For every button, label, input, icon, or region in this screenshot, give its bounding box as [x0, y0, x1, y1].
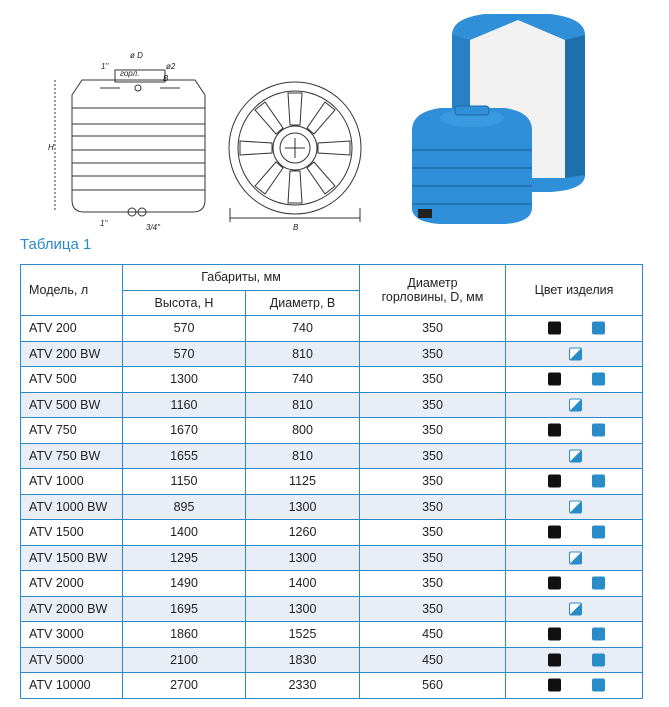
table-row: [21, 443, 643, 469]
color-cell: [506, 316, 643, 342]
drawings-area: [0, 0, 669, 235]
blue-white-swatch: [569, 398, 582, 411]
header-model: Модель, л: [21, 265, 123, 316]
front-view-drawing: [55, 70, 205, 216]
diameter-cell: 1260: [246, 520, 360, 546]
neck-cell: 450: [360, 647, 506, 673]
front-three-quarter-label: 3/4": [146, 223, 160, 232]
blue-swatch: [592, 475, 605, 488]
color-cell: [506, 469, 643, 495]
diameter-cell: 810: [246, 443, 360, 469]
color-cell: [506, 596, 643, 622]
diameter-cell: 1400: [246, 571, 360, 597]
table-row: [21, 596, 643, 622]
color-cell: [506, 443, 643, 469]
blue-swatch: [592, 653, 605, 666]
blue-swatch: [592, 526, 605, 539]
model-cell: ATV 500 BW: [21, 392, 123, 418]
diameter-cell: 740: [246, 316, 360, 342]
color-cell: [506, 571, 643, 597]
blue-white-swatch: [569, 602, 582, 615]
neck-cell: 350: [360, 571, 506, 597]
neck-cell: 350: [360, 418, 506, 444]
front-b-label: B: [163, 74, 169, 83]
table-row: [21, 392, 643, 418]
model-cell: ATV 1500 BW: [21, 545, 123, 571]
front-d-label: ø D: [130, 51, 143, 60]
height-cell: 895: [123, 494, 246, 520]
table-row: [21, 673, 643, 699]
table-row: [21, 469, 643, 495]
color-cell: [506, 392, 643, 418]
blue-swatch: [592, 628, 605, 641]
front-gorl-label: горл.: [120, 69, 140, 78]
diameter-cell: 1125: [246, 469, 360, 495]
height-cell: 570: [123, 316, 246, 342]
height-cell: 1400: [123, 520, 246, 546]
diameter-cell: 800: [246, 418, 360, 444]
height-cell: 2700: [123, 673, 246, 699]
color-cell: [506, 367, 643, 393]
front-h-label: H: [48, 143, 54, 152]
table-row: [21, 545, 643, 571]
blue-swatch: [592, 424, 605, 437]
model-cell: ATV 200: [21, 316, 123, 342]
color-cell: [506, 418, 643, 444]
blue-swatch: [592, 577, 605, 590]
model-cell: ATV 3000: [21, 622, 123, 648]
color-cell: [506, 673, 643, 699]
neck-cell: 350: [360, 392, 506, 418]
specs-table: [20, 264, 643, 699]
model-cell: ATV 10000: [21, 673, 123, 699]
height-cell: 1860: [123, 622, 246, 648]
header-diameter: Диаметр, B: [246, 290, 360, 316]
table-row: [21, 571, 643, 597]
black-swatch: [548, 424, 561, 437]
diameter-cell: 1300: [246, 545, 360, 571]
model-cell: ATV 1500: [21, 520, 123, 546]
height-cell: 1150: [123, 469, 246, 495]
diameter-cell: 810: [246, 392, 360, 418]
blue-swatch: [592, 373, 605, 386]
header-color: Цвет изделия: [506, 265, 643, 316]
height-cell: 570: [123, 341, 246, 367]
front-inch-top-label: 1": [101, 62, 109, 71]
tank-photo: [412, 14, 585, 224]
table-row: [21, 316, 643, 342]
color-cell: [506, 647, 643, 673]
blue-white-swatch: [569, 449, 582, 462]
table-body: [21, 316, 643, 699]
diameter-cell: 1525: [246, 622, 360, 648]
height-cell: 1670: [123, 418, 246, 444]
blue-white-swatch: [569, 347, 582, 360]
neck-cell: 350: [360, 520, 506, 546]
black-swatch: [548, 475, 561, 488]
black-swatch: [548, 322, 561, 335]
black-swatch: [548, 526, 561, 539]
height-cell: 1695: [123, 596, 246, 622]
color-cell: [506, 622, 643, 648]
height-cell: 2100: [123, 647, 246, 673]
model-cell: ATV 750: [21, 418, 123, 444]
model-cell: ATV 1000: [21, 469, 123, 495]
blue-white-swatch: [569, 500, 582, 513]
neck-cell: 350: [360, 494, 506, 520]
table-row: [21, 418, 643, 444]
diameter-cell: 1300: [246, 596, 360, 622]
table-row: [21, 622, 643, 648]
diameter-cell: 2330: [246, 673, 360, 699]
height-cell: 1300: [123, 367, 246, 393]
neck-cell: 350: [360, 316, 506, 342]
header-dimensions: Габариты, мм: [123, 265, 360, 291]
blue-swatch: [592, 679, 605, 692]
black-swatch: [548, 577, 561, 590]
black-swatch: [548, 653, 561, 666]
black-swatch: [548, 679, 561, 692]
model-cell: ATV 5000: [21, 647, 123, 673]
model-cell: ATV 200 BW: [21, 341, 123, 367]
black-swatch: [548, 628, 561, 641]
model-cell: ATV 2000: [21, 571, 123, 597]
top-b-label: B: [293, 223, 299, 232]
table-row: [21, 520, 643, 546]
model-cell: ATV 2000 BW: [21, 596, 123, 622]
front-o2-label: ø2: [166, 62, 176, 71]
diameter-cell: 810: [246, 341, 360, 367]
table-row: [21, 341, 643, 367]
height-cell: 1160: [123, 392, 246, 418]
table-row: [21, 647, 643, 673]
neck-cell: 560: [360, 673, 506, 699]
diameter-cell: 1300: [246, 494, 360, 520]
table-title: Таблица 1: [20, 236, 92, 253]
color-cell: [506, 494, 643, 520]
black-swatch: [548, 373, 561, 386]
color-cell: [506, 341, 643, 367]
neck-cell: 350: [360, 545, 506, 571]
neck-cell: 350: [360, 341, 506, 367]
front-inch-bottom-label: 1": [100, 219, 108, 228]
header-height: Высота, H: [123, 290, 246, 316]
neck-cell: 450: [360, 622, 506, 648]
neck-cell: 350: [360, 469, 506, 495]
height-cell: 1490: [123, 571, 246, 597]
header-neck: Диаметр горловины, D, мм: [360, 265, 506, 316]
blue-white-swatch: [569, 551, 582, 564]
model-cell: ATV 1000 BW: [21, 494, 123, 520]
blue-swatch: [592, 322, 605, 335]
neck-cell: 350: [360, 596, 506, 622]
color-cell: [506, 545, 643, 571]
color-cell: [506, 520, 643, 546]
height-cell: 1655: [123, 443, 246, 469]
model-cell: ATV 500: [21, 367, 123, 393]
diameter-cell: 740: [246, 367, 360, 393]
model-cell: ATV 750 BW: [21, 443, 123, 469]
table-row: [21, 494, 643, 520]
diameter-cell: 1830: [246, 647, 360, 673]
table-row: [21, 367, 643, 393]
neck-cell: 350: [360, 367, 506, 393]
top-view-drawing: [229, 82, 361, 222]
neck-cell: 350: [360, 443, 506, 469]
height-cell: 1295: [123, 545, 246, 571]
